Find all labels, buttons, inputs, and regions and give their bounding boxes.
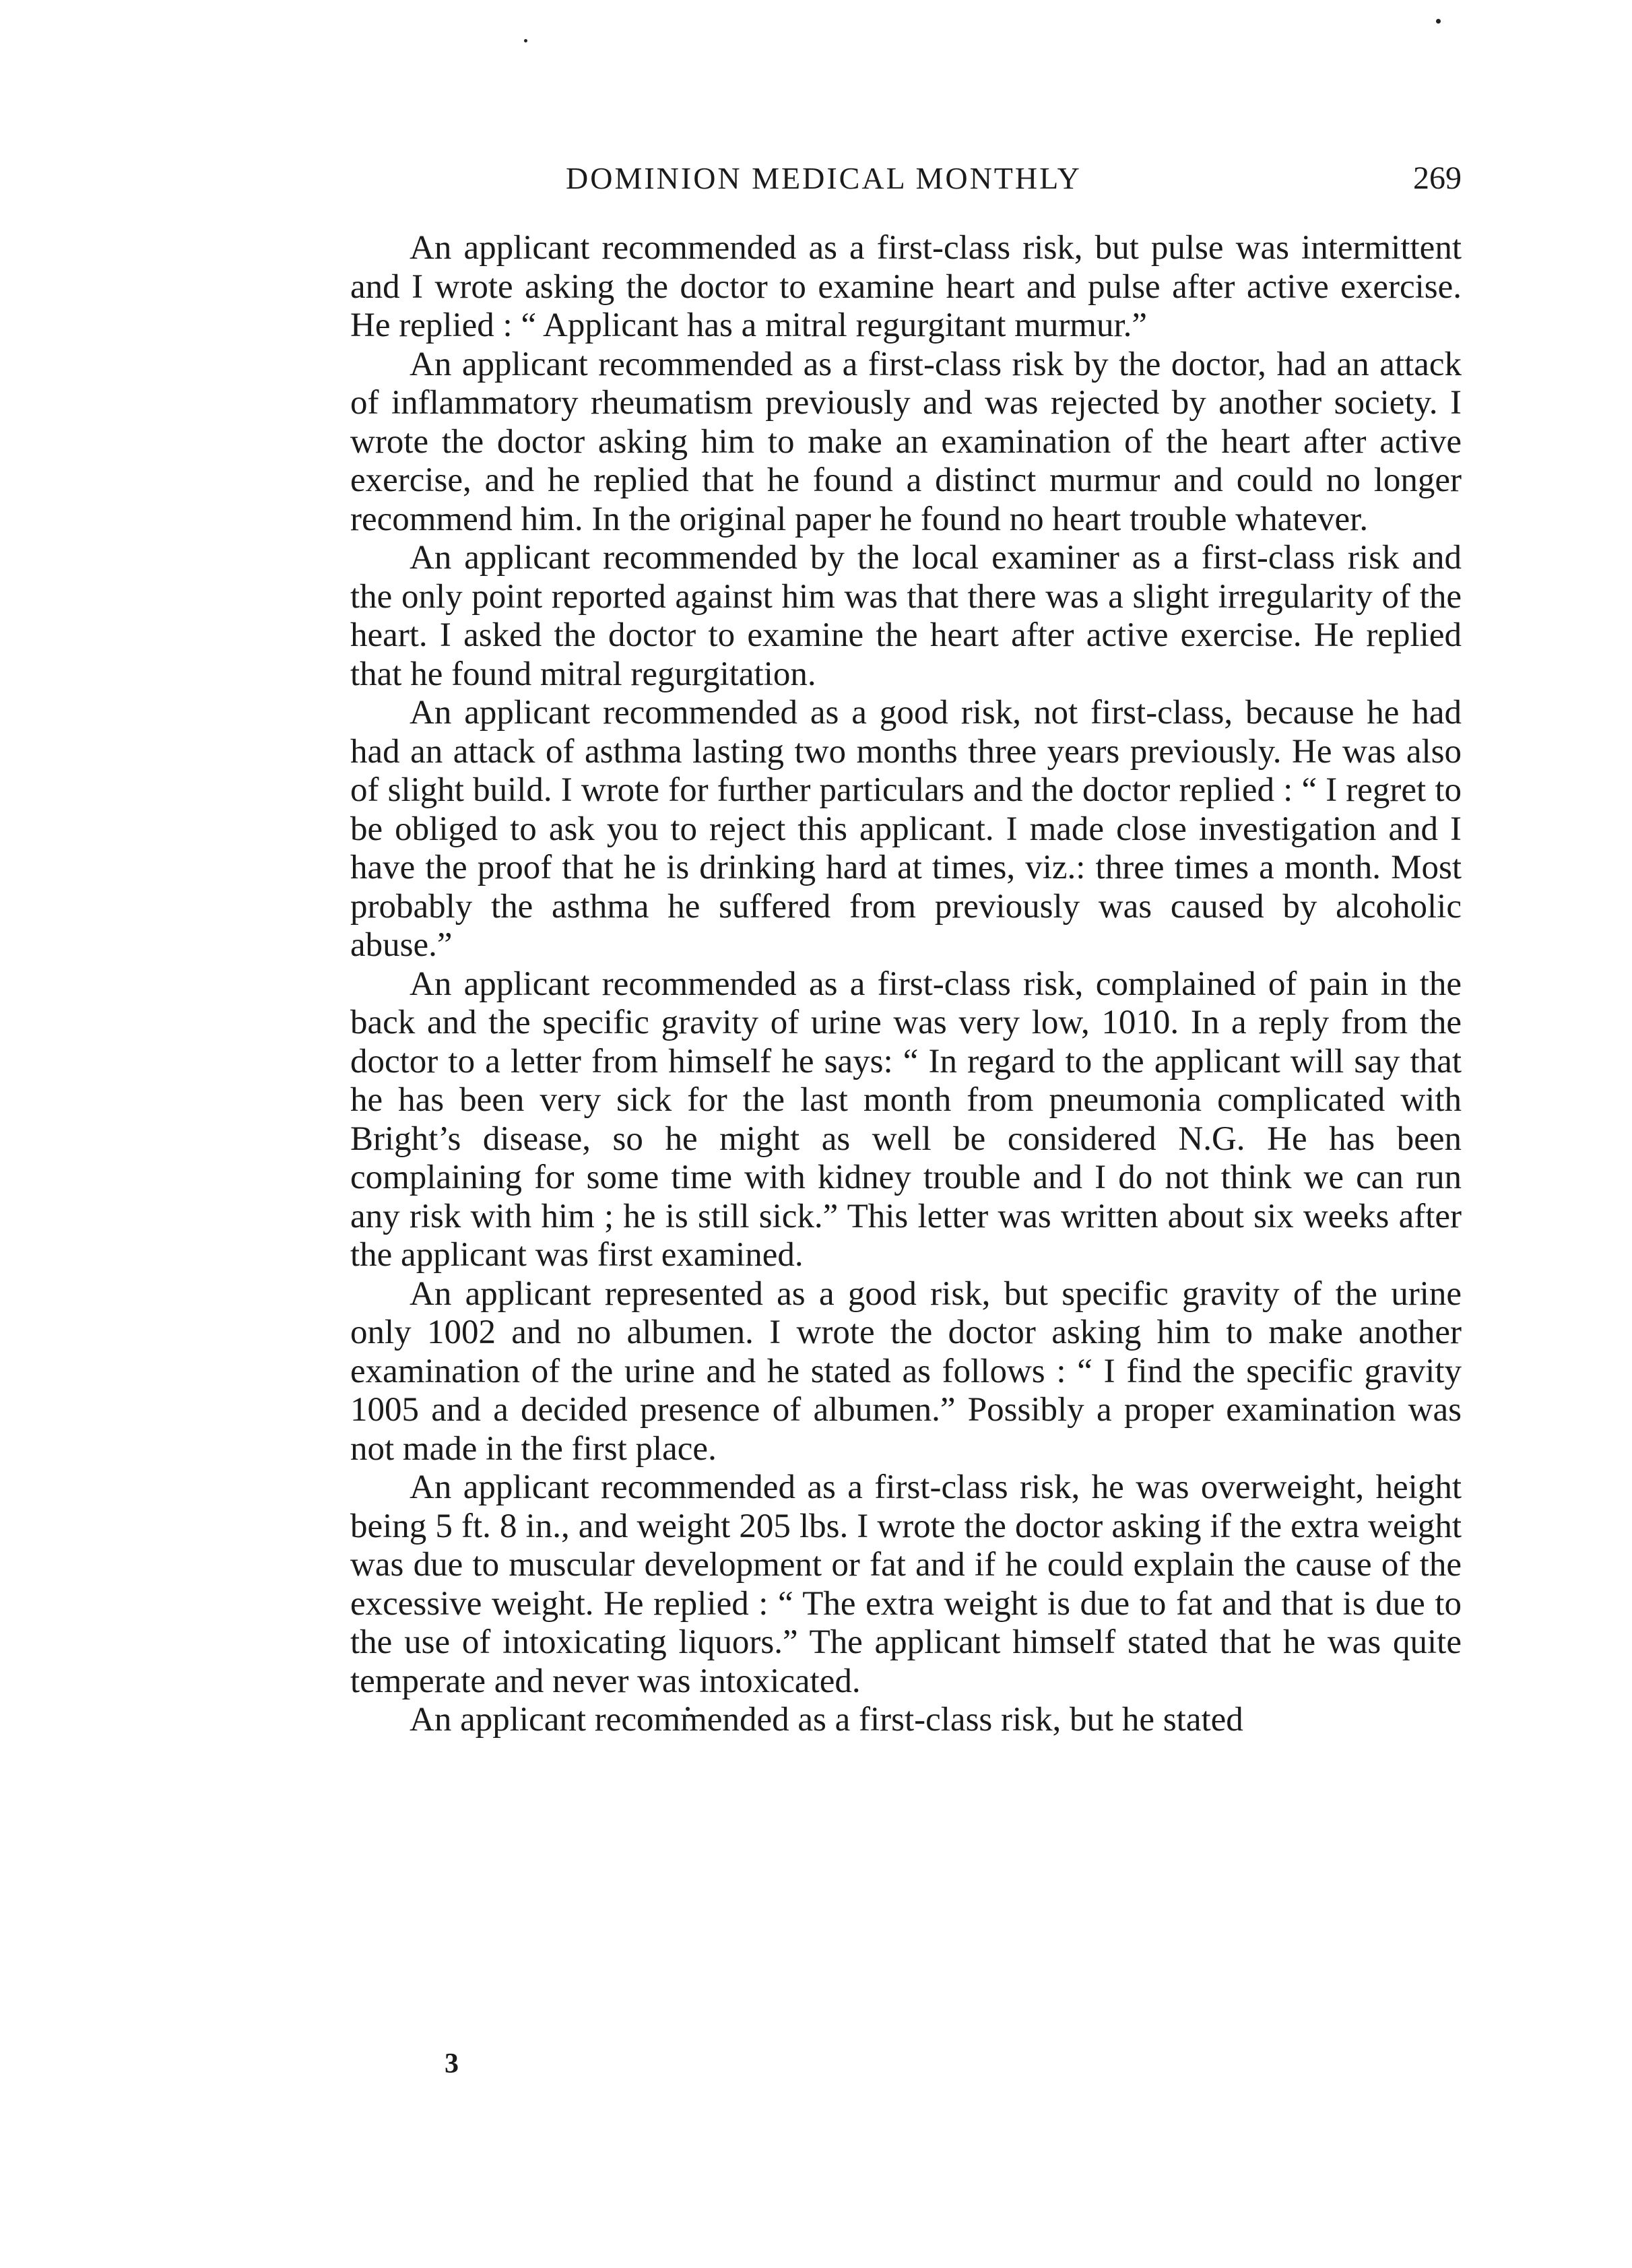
paragraph: An applicant recommended as a good risk, not first-class, because he had had an attack of asthma lasting two months three years previously. He was also of slight build. I wrote for further particulars and the doctor replied : “ I regret to be obliged to ask you to reject this applicant. I made close investigation and I have the proof that he is drinking hard at times, viz.: three times a month. Most probably the asthma he suffered from previously was caused by alcoholic abuse.”	[350, 694, 1462, 964]
paragraph: An applicant recommended as a first-class risk, he was overweight, height being 5 ft. 8 in., and weight 205 lbs. I wrote the doctor asking if the extra weight was due to muscular development or fat and if he could explain the cause of the excessive weight. He replied : “ The extra weight is due to fat and that is due to the use of intoxicating liquors.” The applicant himself stated that he was quite temperate and never was intoxicated.	[350, 1468, 1462, 1700]
running-head	[350, 155, 1462, 202]
body-text	[350, 229, 1462, 1740]
page-number: 269	[1413, 160, 1462, 196]
running-title: DOMINION MEDICAL MONTHLY	[566, 161, 1082, 195]
paragraph: An applicant recommended as a first-class risk, complained of pain in the back and the specific gravity of urine was very low, 1010. In a reply from the doctor to a letter from himself he says: “ In regard to the applicant will say that he has been very sick for the last month from pneumonia complicated with Bright’s disease, so he might as well be considered N.G. He has been complaining for some time with kidney trouble and I do not think we can run any risk with him ; he is still sick.” This letter was written about six weeks after the applicant was first examined.	[350, 965, 1462, 1274]
signature-mark: 3	[445, 2048, 459, 2079]
paragraph: An applicant represented as a good risk, but specific gravity of the urine only 1002 and no albumen. I wrote the doctor asking him to make another examination of the urine and he stated as follows : “ I find the specific gravity 1005 and a decided presence of albumen.” Possibly a proper examination was not made in the first place.	[350, 1274, 1462, 1468]
ink-speck	[524, 39, 527, 42]
paragraph: An applicant recommended as a first-class risk, but he stated	[410, 1701, 1243, 1739]
paragraph: An applicant recommended as a first-class risk, but pulse was intermittent and I wrote asking the doctor to examine heart and pulse after active exercise. He replied : “ Applicant has a mitral regurgitant murmur.”	[350, 229, 1462, 344]
paragraph: An applicant recommended as a first-class risk by the doctor, had an attack of inflammatory rheumatism previously and was rejected by another society. I wrote the doctor asking him to make an examination of the heart after active exercise, and he replied that he found a distinct murmur and could no longer recommend him. In the original paper he found no heart trouble whatever.	[350, 345, 1462, 538]
ink-speck	[1436, 19, 1441, 24]
paragraph: An applicant recommended by the local examiner as a first-class risk and the only point reported against him was that there was a slight irregularity of the heart. I asked the doctor to examine the heart after active exercise. He replied that he found mitral regurgitation.	[350, 539, 1462, 693]
